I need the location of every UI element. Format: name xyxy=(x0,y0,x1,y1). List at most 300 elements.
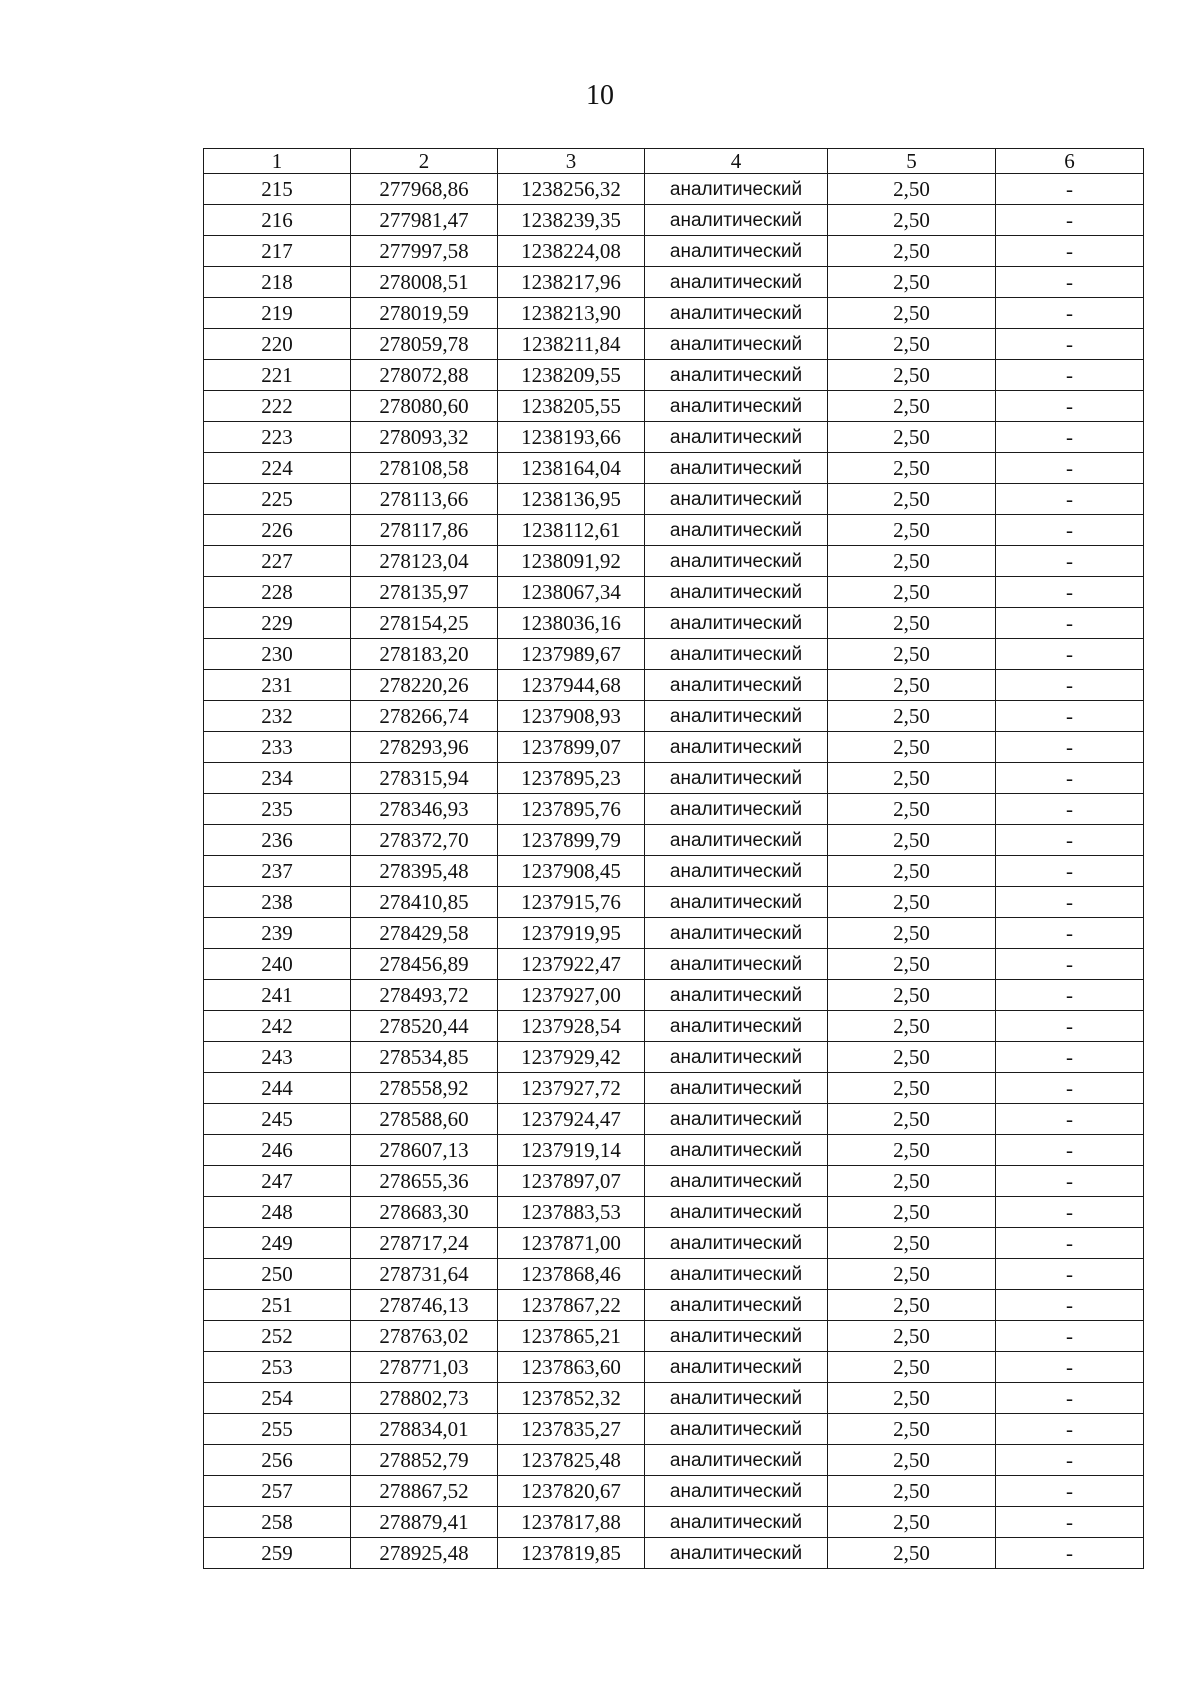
point-number-cell: 237 xyxy=(204,856,351,887)
note-cell: - xyxy=(996,732,1144,763)
point-number-cell: 233 xyxy=(204,732,351,763)
accuracy-cell: 2,50 xyxy=(828,1321,996,1352)
x-coordinate-cell: 278493,72 xyxy=(351,980,498,1011)
header-row xyxy=(204,149,1144,174)
x-coordinate-cell: 278108,58 xyxy=(351,453,498,484)
method-cell: аналитический xyxy=(645,453,828,484)
x-coordinate-cell: 278534,85 xyxy=(351,1042,498,1073)
y-coordinate-cell: 1237825,48 xyxy=(498,1445,645,1476)
point-number-cell: 223 xyxy=(204,422,351,453)
point-number-cell: 219 xyxy=(204,298,351,329)
method-cell: аналитический xyxy=(645,546,828,577)
x-coordinate-cell: 278731,64 xyxy=(351,1259,498,1290)
accuracy-cell: 2,50 xyxy=(828,236,996,267)
table-row xyxy=(204,298,1144,329)
method-cell: аналитический xyxy=(645,1228,828,1259)
accuracy-cell: 2,50 xyxy=(828,484,996,515)
y-coordinate-cell: 1237919,95 xyxy=(498,918,645,949)
accuracy-cell: 2,50 xyxy=(828,1445,996,1476)
x-coordinate-cell: 278293,96 xyxy=(351,732,498,763)
method-cell: аналитический xyxy=(645,205,828,236)
x-coordinate-cell: 278395,48 xyxy=(351,856,498,887)
method-cell: аналитический xyxy=(645,391,828,422)
note-cell: - xyxy=(996,763,1144,794)
x-coordinate-cell: 278655,36 xyxy=(351,1166,498,1197)
y-coordinate-cell: 1237908,93 xyxy=(498,701,645,732)
y-coordinate-cell: 1238036,16 xyxy=(498,608,645,639)
note-cell: - xyxy=(996,794,1144,825)
method-cell: аналитический xyxy=(645,1073,828,1104)
table-row xyxy=(204,329,1144,360)
table-row xyxy=(204,794,1144,825)
y-coordinate-cell: 1237929,42 xyxy=(498,1042,645,1073)
x-coordinate-cell: 278266,74 xyxy=(351,701,498,732)
x-coordinate-cell: 278117,86 xyxy=(351,515,498,546)
x-coordinate-cell: 278154,25 xyxy=(351,608,498,639)
column-header-4: 4 xyxy=(645,149,828,174)
method-cell: аналитический xyxy=(645,298,828,329)
method-cell: аналитический xyxy=(645,670,828,701)
column-header-3: 3 xyxy=(498,149,645,174)
note-cell: - xyxy=(996,391,1144,422)
y-coordinate-cell: 1237817,88 xyxy=(498,1507,645,1538)
x-coordinate-cell: 278802,73 xyxy=(351,1383,498,1414)
note-cell: - xyxy=(996,1383,1144,1414)
page-number: 10 xyxy=(586,80,614,111)
accuracy-cell: 2,50 xyxy=(828,422,996,453)
method-cell: аналитический xyxy=(645,174,828,205)
accuracy-cell: 2,50 xyxy=(828,391,996,422)
point-number-cell: 230 xyxy=(204,639,351,670)
accuracy-cell: 2,50 xyxy=(828,856,996,887)
method-cell: аналитический xyxy=(645,887,828,918)
point-number-cell: 229 xyxy=(204,608,351,639)
method-cell: аналитический xyxy=(645,1445,828,1476)
x-coordinate-cell: 278410,85 xyxy=(351,887,498,918)
point-number-cell: 232 xyxy=(204,701,351,732)
x-coordinate-cell: 278852,79 xyxy=(351,1445,498,1476)
point-number-cell: 242 xyxy=(204,1011,351,1042)
y-coordinate-cell: 1238209,55 xyxy=(498,360,645,391)
accuracy-cell: 2,50 xyxy=(828,577,996,608)
accuracy-cell: 2,50 xyxy=(828,949,996,980)
table-row xyxy=(204,453,1144,484)
y-coordinate-cell: 1237852,32 xyxy=(498,1383,645,1414)
x-coordinate-cell: 278771,03 xyxy=(351,1352,498,1383)
method-cell: аналитический xyxy=(645,236,828,267)
table-row xyxy=(204,515,1144,546)
y-coordinate-cell: 1237989,67 xyxy=(498,639,645,670)
table-row xyxy=(204,1197,1144,1228)
accuracy-cell: 2,50 xyxy=(828,546,996,577)
accuracy-cell: 2,50 xyxy=(828,205,996,236)
point-number-cell: 248 xyxy=(204,1197,351,1228)
x-coordinate-cell: 278372,70 xyxy=(351,825,498,856)
accuracy-cell: 2,50 xyxy=(828,1383,996,1414)
y-coordinate-cell: 1237863,60 xyxy=(498,1352,645,1383)
point-number-cell: 258 xyxy=(204,1507,351,1538)
table-row xyxy=(204,236,1144,267)
x-coordinate-cell: 278220,26 xyxy=(351,670,498,701)
table-row xyxy=(204,732,1144,763)
x-coordinate-cell: 278717,24 xyxy=(351,1228,498,1259)
y-coordinate-cell: 1238217,96 xyxy=(498,267,645,298)
method-cell: аналитический xyxy=(645,1352,828,1383)
table-row xyxy=(204,1073,1144,1104)
table-row xyxy=(204,1228,1144,1259)
x-coordinate-cell: 278123,04 xyxy=(351,546,498,577)
note-cell: - xyxy=(996,422,1144,453)
x-coordinate-cell: 277997,58 xyxy=(351,236,498,267)
y-coordinate-cell: 1238193,66 xyxy=(498,422,645,453)
accuracy-cell: 2,50 xyxy=(828,1507,996,1538)
point-number-cell: 252 xyxy=(204,1321,351,1352)
table-row xyxy=(204,1352,1144,1383)
point-number-cell: 234 xyxy=(204,763,351,794)
accuracy-cell: 2,50 xyxy=(828,1228,996,1259)
table-row xyxy=(204,1321,1144,1352)
method-cell: аналитический xyxy=(645,360,828,391)
note-cell: - xyxy=(996,1228,1144,1259)
method-cell: аналитический xyxy=(645,515,828,546)
x-coordinate-cell: 278879,41 xyxy=(351,1507,498,1538)
note-cell: - xyxy=(996,515,1144,546)
method-cell: аналитический xyxy=(645,1135,828,1166)
y-coordinate-cell: 1238211,84 xyxy=(498,329,645,360)
y-coordinate-cell: 1238213,90 xyxy=(498,298,645,329)
x-coordinate-cell: 278059,78 xyxy=(351,329,498,360)
y-coordinate-cell: 1238091,92 xyxy=(498,546,645,577)
accuracy-cell: 2,50 xyxy=(828,732,996,763)
method-cell: аналитический xyxy=(645,794,828,825)
table-row xyxy=(204,1011,1144,1042)
y-coordinate-cell: 1237899,07 xyxy=(498,732,645,763)
table-row xyxy=(204,763,1144,794)
y-coordinate-cell: 1237927,00 xyxy=(498,980,645,1011)
method-cell: аналитический xyxy=(645,1414,828,1445)
note-cell: - xyxy=(996,577,1144,608)
point-number-cell: 225 xyxy=(204,484,351,515)
note-cell: - xyxy=(996,205,1144,236)
table-body xyxy=(204,174,1144,1569)
accuracy-cell: 2,50 xyxy=(828,763,996,794)
y-coordinate-cell: 1238205,55 xyxy=(498,391,645,422)
method-cell: аналитический xyxy=(645,1321,828,1352)
y-coordinate-cell: 1237867,22 xyxy=(498,1290,645,1321)
table-row xyxy=(204,391,1144,422)
method-cell: аналитический xyxy=(645,980,828,1011)
accuracy-cell: 2,50 xyxy=(828,360,996,391)
note-cell: - xyxy=(996,360,1144,391)
y-coordinate-cell: 1237895,23 xyxy=(498,763,645,794)
x-coordinate-cell: 278763,02 xyxy=(351,1321,498,1352)
y-coordinate-cell: 1237897,07 xyxy=(498,1166,645,1197)
note-cell: - xyxy=(996,701,1144,732)
table-row xyxy=(204,546,1144,577)
note-cell: - xyxy=(996,1414,1144,1445)
method-cell: аналитический xyxy=(645,577,828,608)
method-cell: аналитический xyxy=(645,608,828,639)
table-row xyxy=(204,825,1144,856)
note-cell: - xyxy=(996,1507,1144,1538)
column-header-1: 1 xyxy=(204,149,351,174)
point-number-cell: 236 xyxy=(204,825,351,856)
y-coordinate-cell: 1237871,00 xyxy=(498,1228,645,1259)
note-cell: - xyxy=(996,1166,1144,1197)
accuracy-cell: 2,50 xyxy=(828,1414,996,1445)
x-coordinate-cell: 278683,30 xyxy=(351,1197,498,1228)
y-coordinate-cell: 1237927,72 xyxy=(498,1073,645,1104)
table-row xyxy=(204,1414,1144,1445)
point-number-cell: 246 xyxy=(204,1135,351,1166)
table-row xyxy=(204,639,1144,670)
table-row xyxy=(204,887,1144,918)
accuracy-cell: 2,50 xyxy=(828,887,996,918)
accuracy-cell: 2,50 xyxy=(828,1135,996,1166)
point-number-cell: 241 xyxy=(204,980,351,1011)
point-number-cell: 228 xyxy=(204,577,351,608)
table-row xyxy=(204,1476,1144,1507)
point-number-cell: 247 xyxy=(204,1166,351,1197)
method-cell: аналитический xyxy=(645,484,828,515)
note-cell: - xyxy=(996,546,1144,577)
point-number-cell: 239 xyxy=(204,918,351,949)
accuracy-cell: 2,50 xyxy=(828,1476,996,1507)
point-number-cell: 257 xyxy=(204,1476,351,1507)
point-number-cell: 226 xyxy=(204,515,351,546)
method-cell: аналитический xyxy=(645,949,828,980)
method-cell: аналитический xyxy=(645,639,828,670)
accuracy-cell: 2,50 xyxy=(828,918,996,949)
note-cell: - xyxy=(996,298,1144,329)
table-row xyxy=(204,1042,1144,1073)
point-number-cell: 245 xyxy=(204,1104,351,1135)
y-coordinate-cell: 1237899,79 xyxy=(498,825,645,856)
y-coordinate-cell: 1237819,85 xyxy=(498,1538,645,1569)
table-row xyxy=(204,1259,1144,1290)
note-cell: - xyxy=(996,856,1144,887)
table-row xyxy=(204,267,1144,298)
table-row xyxy=(204,701,1144,732)
x-coordinate-cell: 278315,94 xyxy=(351,763,498,794)
accuracy-cell: 2,50 xyxy=(828,267,996,298)
note-cell: - xyxy=(996,918,1144,949)
note-cell: - xyxy=(996,825,1144,856)
table-row xyxy=(204,1383,1144,1414)
method-cell: аналитический xyxy=(645,1538,828,1569)
method-cell: аналитический xyxy=(645,329,828,360)
point-number-cell: 224 xyxy=(204,453,351,484)
method-cell: аналитический xyxy=(645,856,828,887)
point-number-cell: 244 xyxy=(204,1073,351,1104)
note-cell: - xyxy=(996,1197,1144,1228)
accuracy-cell: 2,50 xyxy=(828,639,996,670)
point-number-cell: 221 xyxy=(204,360,351,391)
note-cell: - xyxy=(996,1073,1144,1104)
table-row xyxy=(204,205,1144,236)
note-cell: - xyxy=(996,1321,1144,1352)
method-cell: аналитический xyxy=(645,1507,828,1538)
y-coordinate-cell: 1237915,76 xyxy=(498,887,645,918)
table-row xyxy=(204,422,1144,453)
accuracy-cell: 2,50 xyxy=(828,329,996,360)
note-cell: - xyxy=(996,980,1144,1011)
method-cell: аналитический xyxy=(645,1476,828,1507)
x-coordinate-cell: 278429,58 xyxy=(351,918,498,949)
accuracy-cell: 2,50 xyxy=(828,1197,996,1228)
accuracy-cell: 2,50 xyxy=(828,1073,996,1104)
y-coordinate-cell: 1238164,04 xyxy=(498,453,645,484)
point-number-cell: 238 xyxy=(204,887,351,918)
accuracy-cell: 2,50 xyxy=(828,794,996,825)
method-cell: аналитический xyxy=(645,1197,828,1228)
table-row xyxy=(204,1166,1144,1197)
point-number-cell: 253 xyxy=(204,1352,351,1383)
note-cell: - xyxy=(996,949,1144,980)
table-row xyxy=(204,856,1144,887)
method-cell: аналитический xyxy=(645,763,828,794)
x-coordinate-cell: 278019,59 xyxy=(351,298,498,329)
note-cell: - xyxy=(996,484,1144,515)
x-coordinate-cell: 278072,88 xyxy=(351,360,498,391)
point-number-cell: 227 xyxy=(204,546,351,577)
table-row xyxy=(204,980,1144,1011)
y-coordinate-cell: 1237835,27 xyxy=(498,1414,645,1445)
accuracy-cell: 2,50 xyxy=(828,1042,996,1073)
table-row xyxy=(204,360,1144,391)
accuracy-cell: 2,50 xyxy=(828,1166,996,1197)
note-cell: - xyxy=(996,236,1144,267)
table-header xyxy=(204,149,1144,174)
y-coordinate-cell: 1237924,47 xyxy=(498,1104,645,1135)
accuracy-cell: 2,50 xyxy=(828,515,996,546)
method-cell: аналитический xyxy=(645,918,828,949)
point-number-cell: 240 xyxy=(204,949,351,980)
y-coordinate-cell: 1238239,35 xyxy=(498,205,645,236)
accuracy-cell: 2,50 xyxy=(828,980,996,1011)
accuracy-cell: 2,50 xyxy=(828,670,996,701)
note-cell: - xyxy=(996,608,1144,639)
accuracy-cell: 2,50 xyxy=(828,1352,996,1383)
note-cell: - xyxy=(996,329,1144,360)
note-cell: - xyxy=(996,1352,1144,1383)
point-number-cell: 255 xyxy=(204,1414,351,1445)
method-cell: аналитический xyxy=(645,1042,828,1073)
table-row xyxy=(204,484,1144,515)
note-cell: - xyxy=(996,1011,1144,1042)
note-cell: - xyxy=(996,670,1144,701)
table-row xyxy=(204,918,1144,949)
method-cell: аналитический xyxy=(645,1259,828,1290)
y-coordinate-cell: 1238224,08 xyxy=(498,236,645,267)
note-cell: - xyxy=(996,1538,1144,1569)
x-coordinate-cell: 277968,86 xyxy=(351,174,498,205)
point-number-cell: 231 xyxy=(204,670,351,701)
accuracy-cell: 2,50 xyxy=(828,1011,996,1042)
note-cell: - xyxy=(996,1104,1144,1135)
note-cell: - xyxy=(996,1042,1144,1073)
x-coordinate-cell: 278113,66 xyxy=(351,484,498,515)
table-row xyxy=(204,1135,1144,1166)
x-coordinate-cell: 278558,92 xyxy=(351,1073,498,1104)
x-coordinate-cell: 278746,13 xyxy=(351,1290,498,1321)
y-coordinate-cell: 1237908,45 xyxy=(498,856,645,887)
note-cell: - xyxy=(996,1290,1144,1321)
x-coordinate-cell: 278456,89 xyxy=(351,949,498,980)
table-row xyxy=(204,608,1144,639)
accuracy-cell: 2,50 xyxy=(828,298,996,329)
point-number-cell: 215 xyxy=(204,174,351,205)
y-coordinate-cell: 1237865,21 xyxy=(498,1321,645,1352)
x-coordinate-cell: 278925,48 xyxy=(351,1538,498,1569)
note-cell: - xyxy=(996,887,1144,918)
note-cell: - xyxy=(996,1135,1144,1166)
y-coordinate-cell: 1237820,67 xyxy=(498,1476,645,1507)
table-row xyxy=(204,1104,1144,1135)
table-row xyxy=(204,577,1144,608)
table-row xyxy=(204,670,1144,701)
point-number-cell: 220 xyxy=(204,329,351,360)
point-number-cell: 235 xyxy=(204,794,351,825)
accuracy-cell: 2,50 xyxy=(828,174,996,205)
table-row xyxy=(204,1538,1144,1569)
x-coordinate-cell: 278834,01 xyxy=(351,1414,498,1445)
x-coordinate-cell: 278008,51 xyxy=(351,267,498,298)
point-number-cell: 249 xyxy=(204,1228,351,1259)
accuracy-cell: 2,50 xyxy=(828,1290,996,1321)
x-coordinate-cell: 278135,97 xyxy=(351,577,498,608)
y-coordinate-cell: 1237883,53 xyxy=(498,1197,645,1228)
note-cell: - xyxy=(996,267,1144,298)
method-cell: аналитический xyxy=(645,1383,828,1414)
note-cell: - xyxy=(996,639,1144,670)
method-cell: аналитический xyxy=(645,732,828,763)
y-coordinate-cell: 1237895,76 xyxy=(498,794,645,825)
point-number-cell: 256 xyxy=(204,1445,351,1476)
point-number-cell: 250 xyxy=(204,1259,351,1290)
accuracy-cell: 2,50 xyxy=(828,1104,996,1135)
point-number-cell: 243 xyxy=(204,1042,351,1073)
y-coordinate-cell: 1237922,47 xyxy=(498,949,645,980)
y-coordinate-cell: 1237868,46 xyxy=(498,1259,645,1290)
point-number-cell: 218 xyxy=(204,267,351,298)
accuracy-cell: 2,50 xyxy=(828,825,996,856)
column-header-6: 6 xyxy=(996,149,1144,174)
point-number-cell: 222 xyxy=(204,391,351,422)
method-cell: аналитический xyxy=(645,267,828,298)
method-cell: аналитический xyxy=(645,422,828,453)
x-coordinate-cell: 278346,93 xyxy=(351,794,498,825)
y-coordinate-cell: 1238067,34 xyxy=(498,577,645,608)
y-coordinate-cell: 1237928,54 xyxy=(498,1011,645,1042)
y-coordinate-cell: 1237919,14 xyxy=(498,1135,645,1166)
accuracy-cell: 2,50 xyxy=(828,608,996,639)
point-number-cell: 254 xyxy=(204,1383,351,1414)
y-coordinate-cell: 1237944,68 xyxy=(498,670,645,701)
accuracy-cell: 2,50 xyxy=(828,1259,996,1290)
x-coordinate-cell: 278183,20 xyxy=(351,639,498,670)
note-cell: - xyxy=(996,174,1144,205)
x-coordinate-cell: 278588,60 xyxy=(351,1104,498,1135)
method-cell: аналитический xyxy=(645,1011,828,1042)
point-number-cell: 216 xyxy=(204,205,351,236)
accuracy-cell: 2,50 xyxy=(828,701,996,732)
x-coordinate-cell: 278080,60 xyxy=(351,391,498,422)
method-cell: аналитический xyxy=(645,1104,828,1135)
method-cell: аналитический xyxy=(645,825,828,856)
note-cell: - xyxy=(996,1445,1144,1476)
table-row xyxy=(204,174,1144,205)
